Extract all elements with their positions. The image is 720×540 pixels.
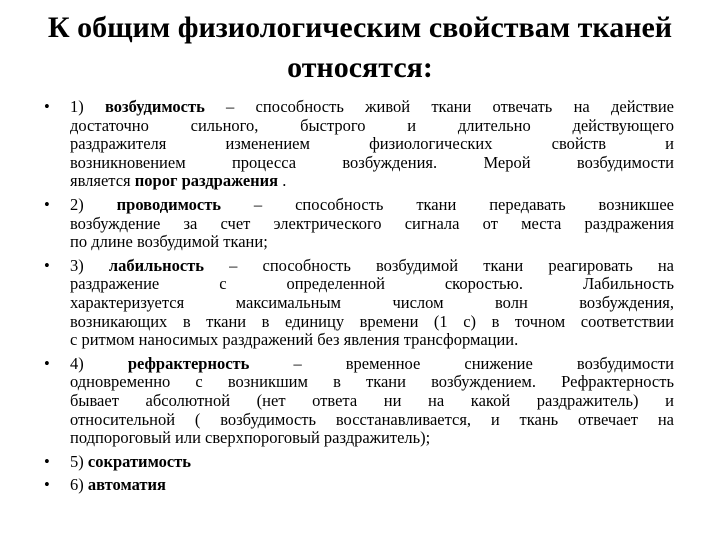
item-text-line [70, 294, 674, 313]
term-bold: порог раздражения [134, 171, 279, 191]
item-text-line [70, 453, 674, 472]
properties-list [44, 98, 674, 500]
item-text-line [70, 117, 674, 136]
list-item [44, 98, 674, 191]
text-segment: – способность возбудимой ткани реагировать на [204, 255, 674, 275]
term-bold: автоматия [87, 475, 166, 495]
text-segment: относительной ( возбудимость восстанавливается, и ткань отвечает на [70, 409, 674, 429]
item-text-line [70, 172, 674, 191]
text-segment: по длине возбудимой ткани; [70, 232, 268, 252]
text-segment: достаточно сильного, быстрого и длительно действующего [70, 115, 674, 135]
item-text-line [70, 233, 674, 252]
text-segment: – способность ткани передавать возникшее [221, 194, 675, 214]
slide-title-line-2: относятся: [287, 51, 433, 84]
item-text-line [70, 98, 674, 117]
text-segment: 6) [70, 475, 88, 495]
slide-title [20, 8, 700, 88]
item-text-line [70, 476, 674, 495]
text-segment: подпороговый или сверхпороговый раздражитель); [70, 428, 431, 448]
text-segment: 1) [70, 97, 105, 116]
bullet-icon: • [44, 194, 50, 214]
bullet-icon: • [44, 97, 50, 116]
item-text-line [70, 373, 674, 392]
item-text-line [70, 392, 674, 411]
list-item [44, 355, 674, 448]
text-segment: раздражение с определенной скоростью. Лабильность [70, 274, 674, 294]
item-text-line [70, 154, 674, 173]
text-segment: 2) [70, 194, 117, 214]
item-text-line [70, 135, 674, 154]
term-bold: возбудимость [105, 97, 205, 116]
item-text-line [70, 411, 674, 430]
bullet-icon: • [44, 451, 50, 471]
text-segment: возникающих в ткани в единицу времени (1 с) в точном соответствии [70, 311, 674, 331]
term-bold: лабильность [108, 255, 205, 275]
text-segment: – временное снижение возбудимости [249, 353, 675, 373]
term-bold: рефрактерность [127, 353, 250, 373]
term-bold: сократимость [87, 451, 191, 471]
text-segment: раздражителя изменением физиологических свойств и [70, 134, 674, 154]
text-segment: – способность живой ткани отвечать на действие [204, 97, 674, 116]
text-segment: возникновением процесса возбуждения. Мерой возбудимости [70, 152, 674, 172]
text-segment: бывает абсолютной (нет ответа ни на какой раздражитель) и [70, 390, 674, 410]
item-text-line [70, 331, 674, 350]
item-text-line [70, 275, 674, 294]
item-text-line [70, 196, 674, 215]
item-text-line [70, 355, 674, 374]
bullet-icon: • [44, 255, 50, 275]
term-bold: проводимость [116, 194, 222, 214]
list-item [44, 476, 674, 495]
bullet-icon: • [44, 353, 50, 373]
item-text-line [70, 429, 674, 448]
text-segment: 3) [70, 255, 109, 275]
text-segment: . [278, 171, 287, 191]
item-text-line [70, 215, 674, 234]
text-segment: 4) [70, 353, 128, 373]
item-text-line [70, 313, 674, 332]
text-segment: с ритмом наносимых раздражений без явления трансформации. [70, 330, 519, 350]
text-segment: одновременно с возникшим в ткани возбуждением. Рефрактерность [70, 372, 674, 392]
list-item [44, 257, 674, 350]
list-item [44, 196, 674, 252]
text-segment: возбуждение за счет электрического сигнала от места раздражения [70, 213, 674, 233]
list-item [44, 453, 674, 472]
bullet-icon: • [44, 475, 50, 495]
text-segment: характеризуется максимальным числом волн возбуждения, [70, 292, 674, 312]
item-text-line [70, 257, 674, 276]
text-segment: является [70, 171, 135, 191]
text-segment: 5) [70, 451, 88, 471]
slide-title-line-1: К общим физиологическим свойствам тканей [47, 11, 673, 44]
